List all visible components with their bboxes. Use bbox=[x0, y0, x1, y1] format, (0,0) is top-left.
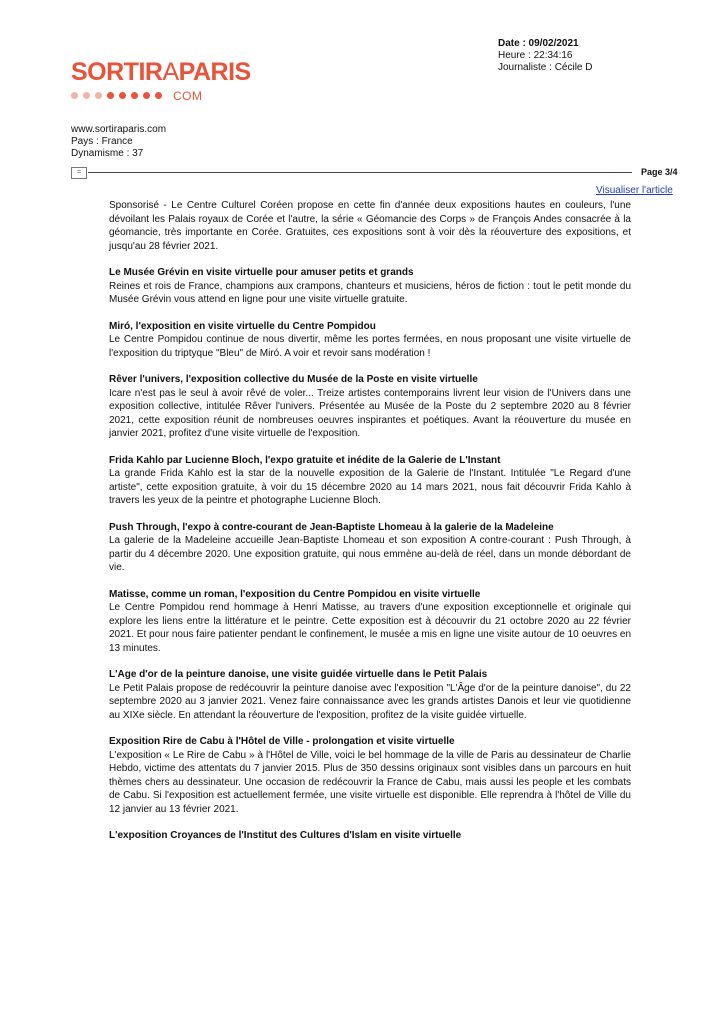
article-title: Rêver l'univers, l'exposition collective du Musée de la Poste en visite virtuelle bbox=[109, 374, 478, 385]
article-item bbox=[109, 320, 631, 361]
source-country: Pays : France bbox=[71, 136, 133, 147]
article-item bbox=[109, 454, 631, 508]
date-label: Date : 09/02/2021 bbox=[498, 38, 579, 49]
source-info bbox=[71, 124, 166, 160]
article-content bbox=[109, 199, 631, 856]
article-title: Exposition Rire de Cabu à l'Hôtel de Ville - prolongation et visite virtuelle bbox=[109, 736, 455, 747]
article-body: Le Centre Pompidou rend hommage à Henri Matisse, au travers d'une exposition exceptionnelle et originale qui explore les liens entre la littérature et le peintre. Cette exposition est à découvrir du 21 octobre 2020 au 22 février 2021. Et pour nous faire patienter pendant le confinement, le musée a mis en ligne une visite autour de 10 oeuvres en 13 minutes. bbox=[109, 602, 632, 654]
article-item bbox=[109, 266, 631, 307]
article-item bbox=[109, 521, 631, 575]
article-body: Reines et rois de France, champions aux crampons, chanteurs et musiciens, héros de fiction : tout le petit monde du Musée Grévin vous attend en ligne pour une visite virtuelle gratuite. bbox=[109, 280, 631, 305]
article-title: L'Age d'or de la peinture danoise, une visite guidée virtuelle dans le Petit Palais bbox=[109, 669, 488, 680]
document-icon: = bbox=[71, 167, 87, 179]
article-item bbox=[109, 588, 631, 656]
article-item bbox=[109, 829, 631, 843]
logo-wordmark: SORTIRAPARIS bbox=[71, 58, 251, 86]
article-title: Miró, l'exposition en visite virtuelle du Centre Pompidou bbox=[109, 320, 376, 332]
source-dynamism: Dynamisme : 37 bbox=[71, 148, 144, 159]
page-rule bbox=[88, 172, 632, 173]
article-item bbox=[109, 668, 631, 722]
article-body: Le Petit Palais propose de redécouvrir la peinture danoise avec l'exposition "L'Âge d'or de la peinture danoise", du 22 septembre 2020 au 3 janvier 2021. Venez faire connaissance avec les grands artistes Danois et leur vie quotidienne au XIXe siècle. En attendant la réouverture de l'exposition, profitez de la visite guidée virtuelle. bbox=[109, 682, 631, 721]
time-label: Heure : 22:34:16 bbox=[498, 50, 573, 61]
page-number: Page 3/4 bbox=[641, 167, 678, 177]
article-title: Frida Kahlo par Lucienne Bloch, l'expo gratuite et inédite de la Galerie de L'Instant bbox=[109, 454, 501, 466]
logo-dots: COM bbox=[71, 87, 251, 99]
sortiraparis-logo bbox=[71, 58, 251, 103]
article-title: Le Musée Grévin en visite virtuelle pour amuser petits et grands bbox=[109, 267, 414, 278]
article-title: L'exposition Croyances de l'Institut des Cultures d'Islam en visite virtuelle bbox=[109, 830, 462, 841]
article-body: La galerie de la Madeleine accueille Jean-Baptiste Lhomeau et son exposition A contre-courant : Push Through, à partir du 4 décembre 2020. Une exposition gratuite, qui nous emmène au-delà de réel, dans un monde débordant de vie. bbox=[109, 535, 631, 573]
article-body: La grande Frida Kahlo est la star de la nouvelle exposition de la Galerie de l'Instant. Intitulée "Le Regard d'une artiste", cette exposition gratuite, à voir du 15 décembre 2020 au 14 mars 2021, nous fait découvrir Frida Kahlo à travers les yeux de la peintre et photographe Lucienne Bloch. bbox=[109, 468, 631, 506]
article-title: Matisse, comme un roman, l'exposition du Centre Pompidou en visite virtuelle bbox=[109, 588, 481, 600]
article-body: Icare n'est pas le seul à avoir rêvé de voler... Treize artistes contemporains livrent leur vision de l'Univers dans une exposition collective, intitulée Rêver l'univers. Présentée au Musée de la Poste du 2 septembre 2020 au 8 février 2021, cette exposition réunit de nombreuses oeuvres inspirantes et poétiques. Avant la réouverture du musée en janvier 2021, profitez d'une visite virtuelle de l'exposition. bbox=[109, 387, 631, 439]
article-title: Push Through, l'expo à contre-courant de Jean-Baptiste Lhomeau à la galerie de la Madeleine bbox=[109, 521, 554, 533]
view-article-link[interactable]: Visualiser l'article bbox=[596, 185, 673, 196]
intro-paragraph: Sponsorisé - Le Centre Culturel Coréen propose en cette fin d'année deux expositions hautes en couleurs, l'une dévoilant les Palais royaux de Corée et l'autre, la série « Géomancie des Corps » de François Andes consacrée à la géomancie, très importante en Corée. Gratuites, ces expositions sont à voir dès la réouverture des expositions, et jusqu'au 28 février 2021. bbox=[109, 200, 631, 252]
article-item bbox=[109, 373, 631, 441]
article-body: L'exposition « Le Rire de Cabu » à l'Hôtel de Ville, voici le bel hommage de la ville de Paris au dessinateur de Charlie Hebdo, victime des attentats du 7 janvier 2015. Plus de 350 dessins originaux sont visibles dans un parcours en huit thèmes chers au dessinateur. Une occasion de redécouvrir la France de Cabu, mais aussi les people et les combats de Cabu. Si l'exposition est actuellement fermée, une visite virtuelle est disponible. Elle reprendra à l'hôtel de Ville du 12 janvier au 13 février 2021. bbox=[109, 749, 631, 815]
source-site: www.sortiraparis.com bbox=[71, 124, 167, 135]
journalist-label: Journaliste : Cécile D bbox=[498, 62, 593, 73]
article-meta bbox=[498, 38, 592, 74]
article-item bbox=[109, 735, 631, 816]
article-body: Le Centre Pompidou continue de nous divertir, même les portes fermées, en nous proposant une visite virtuelle de l'exposition du triptyque "Bleu" de Miró. A voir et revoir sans modération ! bbox=[109, 334, 631, 359]
